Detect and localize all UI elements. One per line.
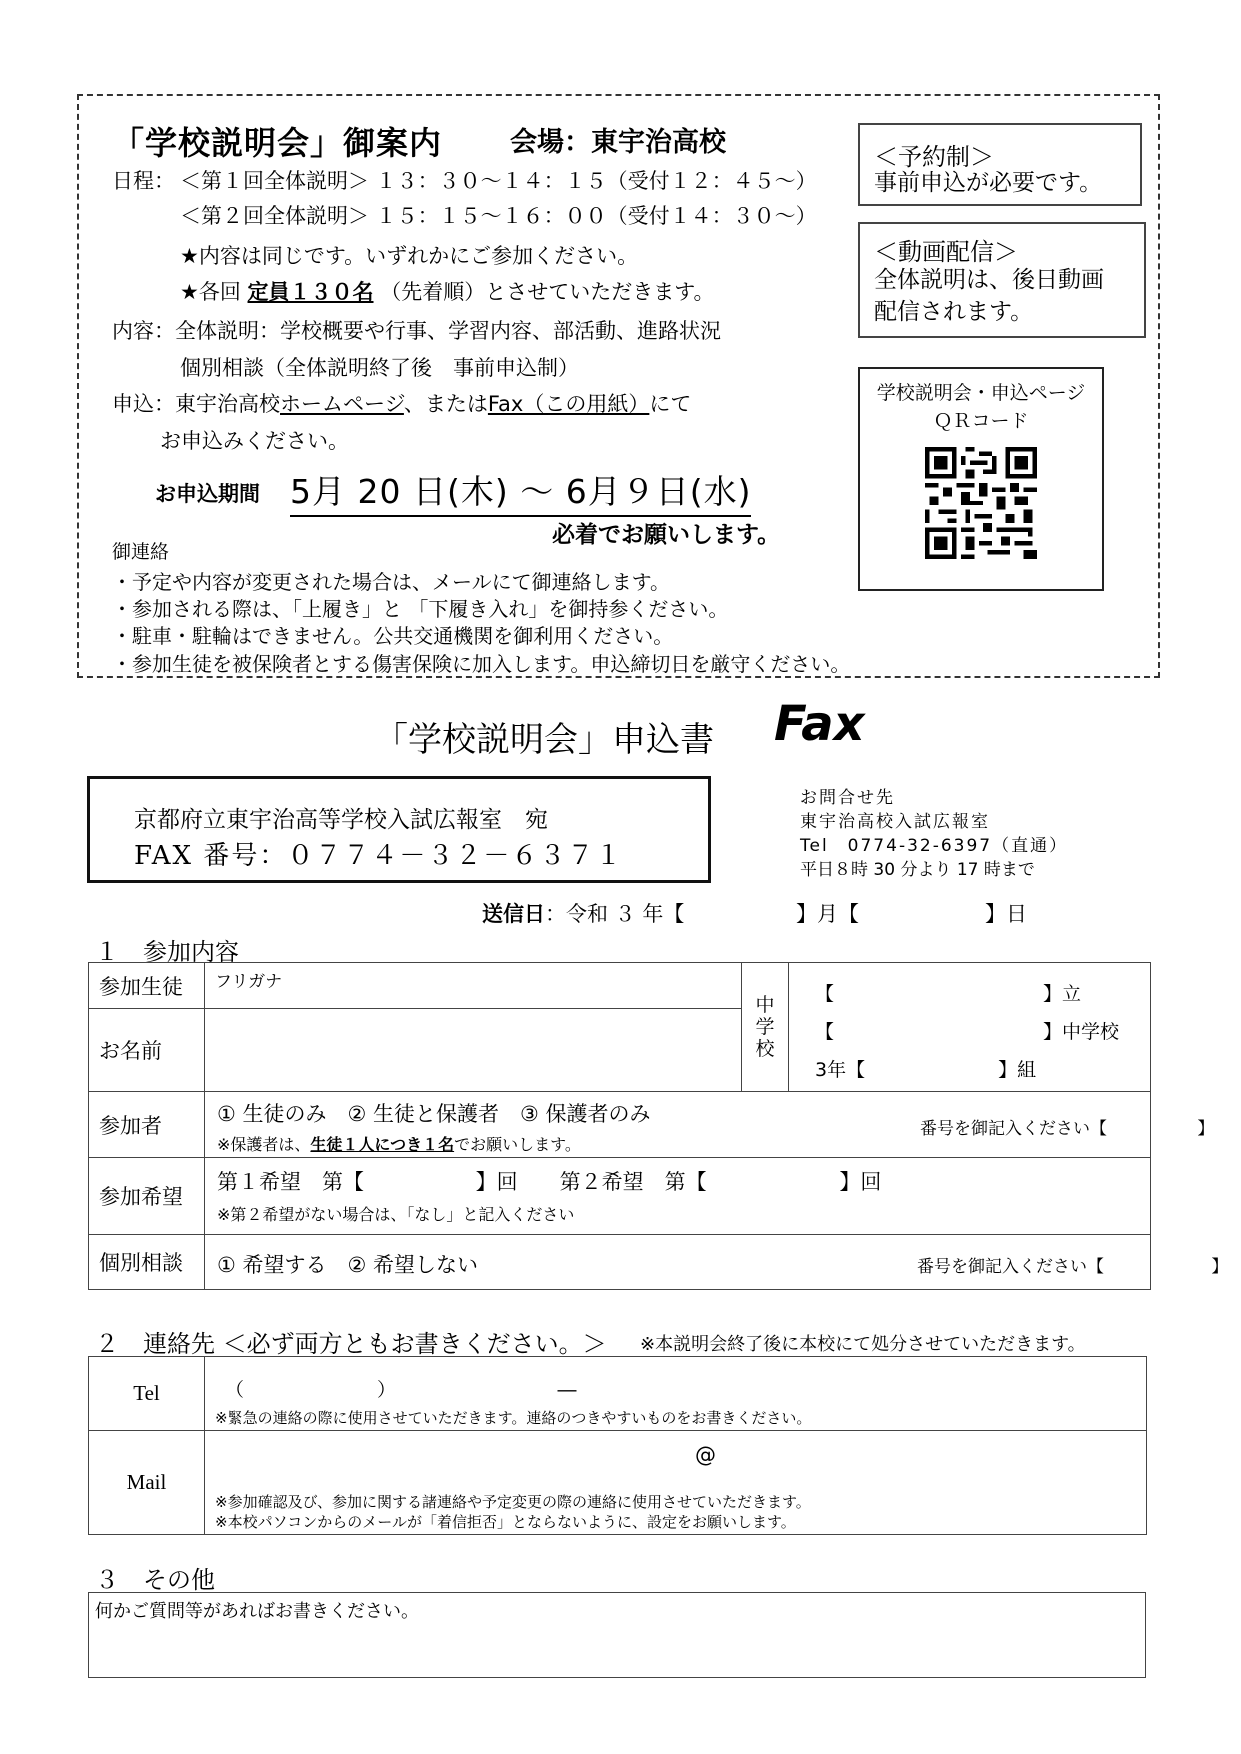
send-date-label: 送信日 bbox=[482, 902, 545, 926]
participant-note: ※保護者は、生徒１人につき１名でお願いします。 bbox=[217, 1135, 581, 1154]
inquiry-line-2: 東宇治高校入試広報室 bbox=[800, 812, 990, 832]
tel-label: Tel bbox=[89, 1357, 205, 1431]
participation-table bbox=[88, 962, 1229, 1290]
furigana-label: フリガナ bbox=[215, 972, 283, 992]
capacity-main: 定員１３０名 bbox=[247, 280, 374, 304]
participant-label: 参加者 bbox=[89, 1092, 205, 1158]
name-field[interactable] bbox=[205, 1009, 742, 1092]
section-2-note: ※本説明会終了後に本校にて処分させていただきます。 bbox=[640, 1334, 1086, 1355]
notice-title: 「学校説明会」御案内 bbox=[112, 124, 443, 162]
tel-fill: （ ） ― bbox=[225, 1379, 577, 1401]
participant-options[interactable]: ① 生徒のみ ② 生徒と保護者 ③ 保護者のみ bbox=[217, 1102, 651, 1126]
junior-high-vertical: 中学校 bbox=[742, 963, 789, 1092]
content-line-2: 個別相談（全体説明終了後 事前申込制） bbox=[180, 356, 579, 380]
video-head: ＜動画配信＞ bbox=[874, 238, 1018, 266]
school-field[interactable] bbox=[789, 963, 1151, 1092]
period-label: お申込期間 bbox=[155, 482, 260, 506]
wish-note: ※第２希望がない場合は、「なし」と記入ください bbox=[217, 1205, 575, 1224]
fax-number: FAX 番号：０７７４－３２－６３７１ bbox=[134, 841, 624, 871]
inquiry-line-3: Tel 0774-32-6397（直通） bbox=[800, 836, 1069, 856]
session-2: ＜第２回全体説明＞ １５：１５～１６：００（受付１４：３０～） bbox=[180, 204, 817, 228]
session-1: ＜第１回全体説明＞ １３：３０～１４：１５（受付１２：４５～） bbox=[180, 169, 817, 193]
same-content-note: ★内容は同じです。いずれかにご参加ください。 bbox=[180, 244, 639, 268]
contact-item-2: ・参加される際は、「上履き」と 「下履き入れ」を御持参ください。 bbox=[112, 597, 729, 621]
content-line-1: 内容：全体説明：学校概要や行事、学習内容、部活動、進路状況 bbox=[112, 319, 721, 343]
consult-number-fill[interactable]: 番号を御記入ください【 】 bbox=[917, 1257, 1229, 1277]
capacity-line bbox=[180, 276, 715, 306]
video-body-1: 全体説明は、後日動画 bbox=[874, 267, 1104, 293]
consult-cell[interactable] bbox=[205, 1235, 1229, 1290]
apply-line bbox=[112, 388, 691, 418]
student-label-1: 参加生徒 bbox=[89, 963, 205, 1009]
other-field[interactable] bbox=[88, 1592, 1146, 1678]
apply-pre: 申込：東宇治高校 bbox=[112, 392, 280, 416]
contact-item-4: ・参加生徒を被保険者とする傷害保険に加入します。申込締切日を厳守ください。 bbox=[112, 652, 851, 676]
form-title: 「学校説明会」申込書 bbox=[374, 720, 714, 760]
capacity-pre: ★各回 bbox=[180, 280, 241, 304]
capacity-post: （先着順）とさせていただきます。 bbox=[380, 280, 715, 304]
fax-word: Fax bbox=[774, 696, 865, 752]
contact-table bbox=[88, 1356, 1147, 1535]
contact-item-3: ・駐車・駐輪はできません。公共交通機関を御利用ください。 bbox=[112, 624, 674, 648]
furigana-field[interactable] bbox=[205, 963, 742, 1009]
inquiry-line-1: お問合せ先 bbox=[800, 788, 895, 808]
must-arrive: 必着でお願いします。 bbox=[552, 522, 781, 548]
qr-caption-1: 学校説明会・申込ページ bbox=[876, 382, 1086, 404]
reservation-box bbox=[858, 123, 1142, 206]
student-label-2: お名前 bbox=[89, 1009, 205, 1092]
fax-to: 京都府立東宇治高等学校入試広報室 宛 bbox=[134, 807, 548, 833]
apply-post: にて bbox=[649, 392, 692, 416]
section-2-heading: ２ 連絡先 ＜必ず両方ともお書きください。＞ bbox=[95, 1330, 607, 1358]
inquiry-line-4: 平日８時 30 分より 17 時まで bbox=[800, 860, 1035, 880]
venue: 会場：東宇治高校 bbox=[510, 127, 726, 158]
fax-destination-box bbox=[87, 776, 711, 883]
wish-cell[interactable] bbox=[205, 1158, 1151, 1235]
send-date-line[interactable] bbox=[482, 898, 1027, 928]
reservation-body: 事前申込が必要です。 bbox=[874, 170, 1103, 196]
consult-label: 個別相談 bbox=[89, 1235, 205, 1290]
mail-note-2: ※本校パソコンからのメールが「着信拒否」とならないように、設定をお願いします。 bbox=[215, 1513, 796, 1531]
video-body-2: 配信されます。 bbox=[874, 299, 1034, 325]
school-line-3: 3年【 】組 bbox=[815, 1059, 1037, 1081]
contact-head: 御連絡 bbox=[112, 541, 170, 563]
participant-cell[interactable] bbox=[205, 1092, 1215, 1158]
contact-item-1: ・予定や内容が変更された場合は、メールにて御連絡します。 bbox=[112, 570, 670, 594]
video-box bbox=[858, 222, 1146, 338]
send-date-fields[interactable]: ：令和 ３ 年【 】月【 】日 bbox=[545, 902, 1028, 926]
mail-note-1: ※参加確認及び、参加に関する諸連絡や予定変更の際の連絡に使用させていただきます。 bbox=[215, 1493, 811, 1511]
apply-line-2: お申込みください。 bbox=[160, 429, 349, 453]
participant-number-fill[interactable]: 番号を御記入ください【 】 bbox=[920, 1119, 1215, 1139]
section-3-heading: ３ その他 bbox=[95, 1566, 215, 1594]
mail-at: @ bbox=[695, 1443, 716, 1467]
qr-caption-2: ＱＲコード bbox=[933, 410, 1029, 432]
apply-mid: 、または bbox=[403, 392, 488, 416]
tel-field[interactable] bbox=[205, 1357, 1147, 1431]
wish-line[interactable]: 第１希望 第【 】回 第２希望 第【 】回 bbox=[217, 1170, 882, 1194]
apply-fax: Fax（この用紙） bbox=[487, 392, 650, 416]
wish-label: 参加希望 bbox=[89, 1158, 205, 1235]
mail-label: Mail bbox=[89, 1431, 205, 1535]
reservation-head: ＜予約制＞ bbox=[874, 143, 994, 171]
other-prompt: 何かご質問等があればお書きください。 bbox=[95, 1601, 419, 1622]
apply-homepage: ホームページ bbox=[280, 392, 404, 416]
consult-options[interactable]: ① 希望する ② 希望しない bbox=[217, 1253, 479, 1277]
tel-note: ※緊急の連絡の際に使用させていただきます。連絡のつきやすいものをお書きください。 bbox=[215, 1409, 812, 1427]
period-dates: 5月 20 日(木) ～ 6月９日(水) bbox=[290, 466, 751, 517]
qr-box bbox=[858, 367, 1104, 591]
school-line-1: 【 】立 bbox=[815, 983, 1082, 1005]
mail-field[interactable] bbox=[205, 1431, 1147, 1535]
inquiry-block bbox=[800, 786, 1068, 882]
qr-code-icon[interactable] bbox=[925, 447, 1037, 559]
schedule-label: 日程： bbox=[112, 169, 175, 193]
section-1-heading: １ 参加内容 bbox=[95, 938, 239, 966]
school-line-2: 【 】中学校 bbox=[815, 1021, 1120, 1043]
